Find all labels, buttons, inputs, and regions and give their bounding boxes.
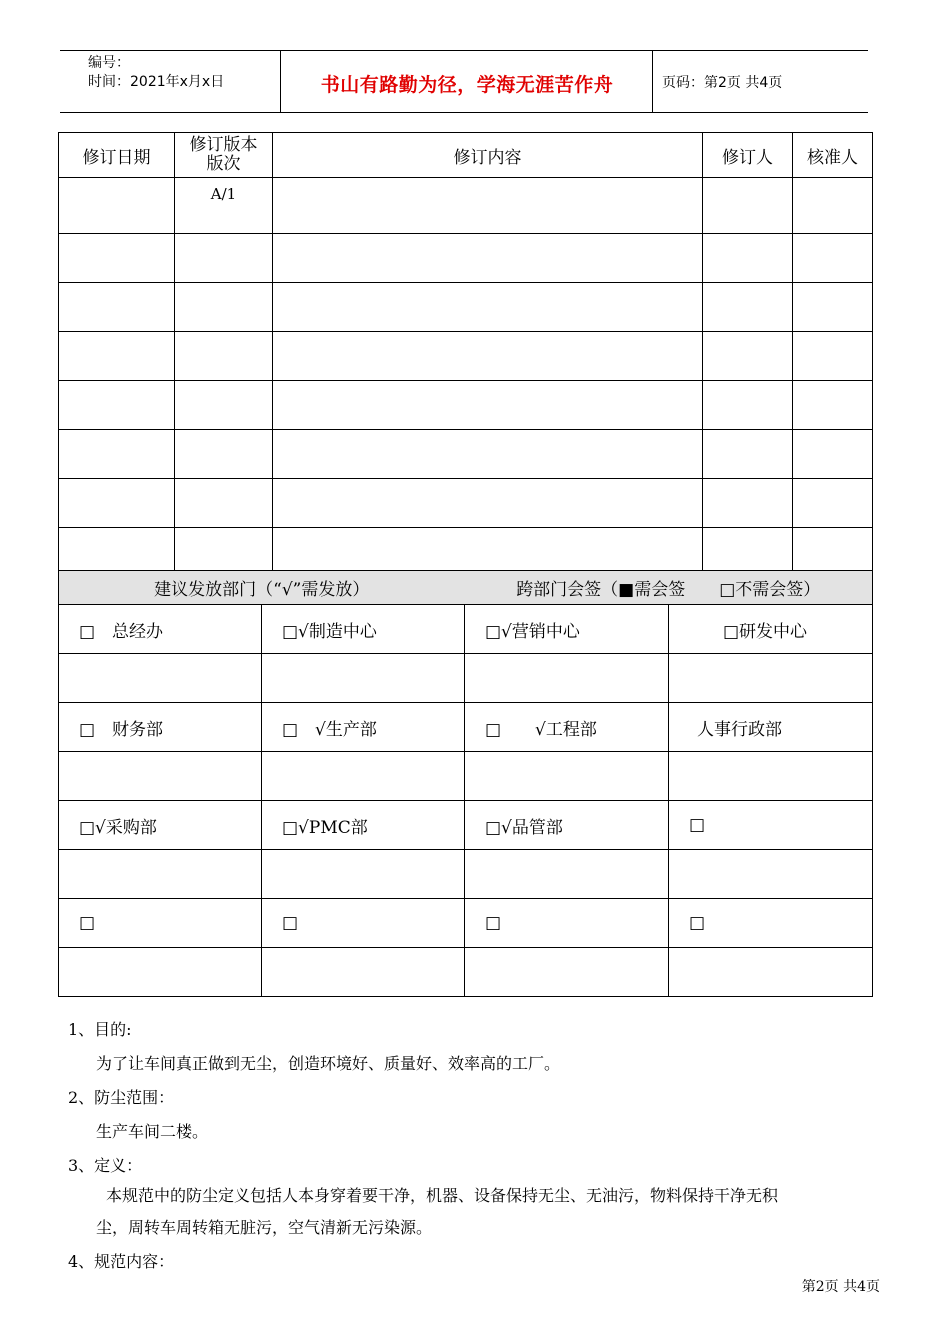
- revision-cell[interactable]: [793, 234, 873, 283]
- revision-cell[interactable]: [273, 479, 703, 528]
- revision-cell[interactable]: [273, 283, 703, 332]
- col-revision-content: 修订内容: [273, 133, 703, 178]
- dept-sign-row: [59, 948, 873, 997]
- sign-cell[interactable]: [262, 850, 465, 899]
- dept-checkbox-general-office[interactable]: □ 总经办: [59, 605, 262, 654]
- revision-cell[interactable]: [273, 178, 703, 234]
- doc-number-label: 编号：: [88, 55, 130, 71]
- dept-checkbox-blank[interactable]: □: [669, 899, 873, 948]
- section-spec-title: 4、规范内容：: [68, 1252, 175, 1271]
- dept-checkbox-blank[interactable]: □: [59, 899, 262, 948]
- revision-cell[interactable]: [175, 283, 273, 332]
- dept-sign-row: [59, 654, 873, 703]
- header-motto: 书山有路勤为径，学海无涯苦作舟: [320, 74, 614, 96]
- revision-cell[interactable]: [273, 234, 703, 283]
- dept-checkbox-production[interactable]: □ √生产部: [262, 703, 465, 752]
- revision-row: [59, 178, 873, 234]
- section-purpose-body: 为了让车间真正做到无尘，创造环境好、质量好、效率高的工厂。: [96, 1054, 561, 1073]
- dept-row: [59, 605, 873, 654]
- sign-cell[interactable]: [262, 948, 465, 997]
- revision-cell[interactable]: [703, 381, 793, 430]
- section-scope-body: 生产车间二楼。: [96, 1122, 209, 1141]
- dept-checkbox-engineering[interactable]: □ √工程部: [465, 703, 669, 752]
- dept-row: [59, 899, 873, 948]
- dept-checkbox-blank[interactable]: □: [262, 899, 465, 948]
- dept-checkbox-quality[interactable]: □√品管部: [465, 801, 669, 850]
- revision-cell[interactable]: [273, 381, 703, 430]
- revision-cell[interactable]: [175, 381, 273, 430]
- dept-checkbox-finance[interactable]: □ 财务部: [59, 703, 262, 752]
- dept-checkbox-manufacturing-center[interactable]: □√制造中心: [262, 605, 465, 654]
- dept-sign-row: [59, 752, 873, 801]
- distribution-banner: [59, 571, 873, 605]
- distribution-banner-left: 建议发放部门（“√”需发放）: [154, 580, 370, 600]
- sign-cell[interactable]: [465, 752, 669, 801]
- revision-cell[interactable]: [175, 332, 273, 381]
- header-bottom-rule: [60, 112, 868, 113]
- col-approver: 核准人: [793, 133, 873, 178]
- revision-header-row: [59, 133, 873, 178]
- section-scope-title: 2、防尘范围：: [68, 1088, 175, 1107]
- header-page-info: 页码：第2页 共4页: [662, 75, 783, 91]
- revision-cell[interactable]: [59, 332, 175, 381]
- sign-cell[interactable]: [669, 948, 873, 997]
- col-revision-date: 修订日期: [59, 133, 175, 178]
- revision-history-table: [58, 132, 873, 577]
- header-divider-right: [652, 50, 653, 112]
- distribution-table: [58, 570, 873, 997]
- section-definition-title: 3、定义：: [68, 1156, 143, 1175]
- sign-cell[interactable]: [59, 654, 262, 703]
- revision-cell[interactable]: [703, 332, 793, 381]
- revision-cell[interactable]: [793, 430, 873, 479]
- revision-cell[interactable]: [59, 381, 175, 430]
- revision-row: [59, 381, 873, 430]
- revision-cell[interactable]: [793, 283, 873, 332]
- sign-cell[interactable]: [465, 948, 669, 997]
- revision-cell[interactable]: [703, 178, 793, 234]
- sign-cell[interactable]: [59, 752, 262, 801]
- section-purpose-title: 1、目的:: [68, 1020, 132, 1039]
- revision-row: [59, 430, 873, 479]
- revision-cell[interactable]: [703, 479, 793, 528]
- revision-cell[interactable]: [59, 178, 175, 234]
- revision-cell[interactable]: [175, 479, 273, 528]
- dept-checkbox-purchasing[interactable]: □√采购部: [59, 801, 262, 850]
- dept-row: [59, 703, 873, 752]
- countersign-banner-right: 跨部门会签（■需会签 □不需会签）: [516, 580, 821, 600]
- revision-cell[interactable]: [59, 479, 175, 528]
- sign-cell[interactable]: [465, 654, 669, 703]
- header-top-rule: [60, 50, 868, 51]
- footer-page-number: 第2页 共4页: [801, 1279, 880, 1295]
- dept-checkbox-blank[interactable]: □: [465, 899, 669, 948]
- revision-cell[interactable]: [273, 332, 703, 381]
- section-definition-body-line2: 尘，周转车周转箱无脏污，空气清新无污染源。: [96, 1218, 433, 1237]
- revision-version-cell[interactable]: A/1: [175, 178, 273, 234]
- dept-sign-row: [59, 850, 873, 899]
- revision-row: [59, 332, 873, 381]
- doc-time-label: 时间：2021年x月x日: [88, 74, 225, 90]
- col-reviser: 修订人: [703, 133, 793, 178]
- col-revision-version-text: 修订版本 版次: [189, 135, 258, 174]
- sign-cell[interactable]: [59, 850, 262, 899]
- header-meta: [88, 54, 224, 92]
- dept-checkbox-rd-center[interactable]: □研发中心: [669, 605, 873, 654]
- distribution-banner-row: [59, 571, 873, 605]
- header-divider-left: [280, 50, 281, 112]
- revision-cell[interactable]: [793, 381, 873, 430]
- section-definition-body-line1: 本规范中的防尘定义包括人本身穿着要干净，机器、设备保持无尘、无油污，物料保持干净无积: [106, 1186, 779, 1205]
- revision-cell[interactable]: [793, 178, 873, 234]
- dept-checkbox-marketing-center[interactable]: □√营销中心: [465, 605, 669, 654]
- col-revision-version: [175, 133, 273, 178]
- revision-cell[interactable]: [793, 479, 873, 528]
- dept-hr-admin[interactable]: 人事行政部: [669, 703, 873, 752]
- revision-cell[interactable]: [175, 430, 273, 479]
- sign-cell[interactable]: [669, 654, 873, 703]
- sign-cell[interactable]: [465, 850, 669, 899]
- revision-row: [59, 283, 873, 332]
- revision-cell[interactable]: [703, 283, 793, 332]
- sign-cell[interactable]: [59, 948, 262, 997]
- revision-row: [59, 479, 873, 528]
- revision-cell[interactable]: [793, 332, 873, 381]
- revision-row: [59, 234, 873, 283]
- revision-cell[interactable]: [59, 283, 175, 332]
- sign-cell[interactable]: [262, 654, 465, 703]
- revision-cell[interactable]: [273, 430, 703, 479]
- dept-row: [59, 801, 873, 850]
- revision-cell[interactable]: [703, 234, 793, 283]
- dept-checkbox-blank[interactable]: □: [669, 801, 873, 850]
- sign-cell[interactable]: [669, 850, 873, 899]
- revision-cell[interactable]: [175, 234, 273, 283]
- sign-cell[interactable]: [669, 752, 873, 801]
- revision-cell[interactable]: [59, 430, 175, 479]
- revision-cell[interactable]: [59, 234, 175, 283]
- revision-cell[interactable]: [703, 430, 793, 479]
- dept-checkbox-pmc[interactable]: □√PMC部: [262, 801, 465, 850]
- sign-cell[interactable]: [262, 752, 465, 801]
